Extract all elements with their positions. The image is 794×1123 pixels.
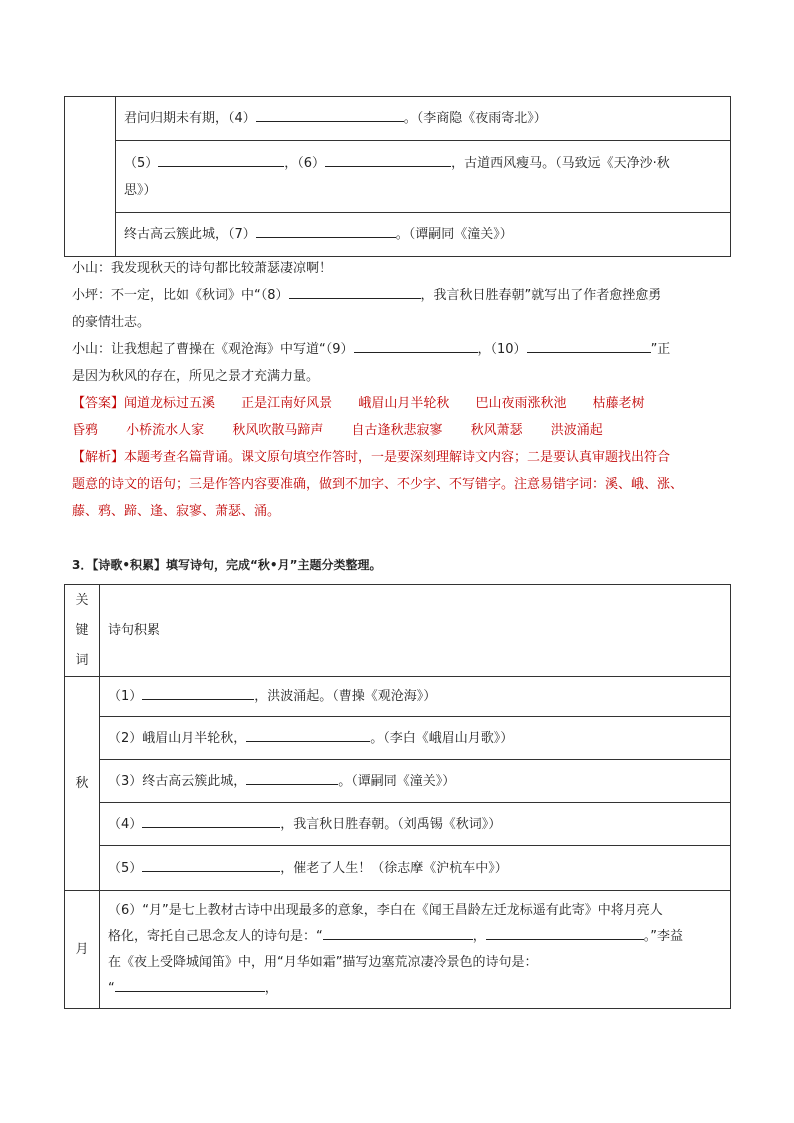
answer-blank[interactable]: [142, 685, 254, 700]
answer-blank[interactable]: [256, 223, 396, 238]
answer-blank[interactable]: [246, 727, 370, 742]
autumn-row-3: （3）终古高云簇此城， 。（谭嗣同《潼关》）: [100, 760, 731, 803]
answer-blank[interactable]: [527, 338, 651, 353]
analysis-line-3: 藤、鸦、蹄、逢、寂寥、萧瑟、涌。: [72, 504, 281, 519]
answer-blank[interactable]: [325, 152, 451, 167]
answer-blank[interactable]: [486, 925, 644, 940]
autumn-row-4: （4） ，我言秋日胜春朝。（刘禹锡《秋词》）: [100, 803, 731, 846]
analysis-line-1: 【解析】本题考查名篇背诵。课文原句填空作答时，一是要深刻理解诗文内容；二是要认真审题找出符合: [72, 450, 671, 465]
dialogue-line-2: 小坪：不一定，比如《秋词》中“（8） ，我言秋日胜春朝”就写出了作者愈挫愈勇: [72, 282, 732, 309]
poem-table-1: [64, 96, 731, 257]
answer-blank[interactable]: [354, 338, 478, 353]
poem-table-2: [64, 584, 731, 1009]
table1-row-1: 君问归期未有期，（4） 。（李商隐《夜雨寄北》）: [116, 97, 731, 141]
moon-row: （6）“月”是七上教材古诗中出现最多的意象，李白在《闻王昌龄左迁龙标遥有此寄》中将月亮人 格化，寄托自己思念友人的诗句是：“ ， 。”李益 在《夜上受降城闻笛》中，用“月华如霜”描写边塞荒凉凄冷景色的诗句是： “ ，: [100, 891, 731, 1009]
dialogue-line-5: 是因为秋风的存在，所见之景才充满力量。: [72, 369, 320, 384]
answer-blank[interactable]: [142, 857, 280, 872]
answer-blank[interactable]: [246, 770, 338, 785]
answer-line-1: 【答案】闻道龙标过五溪 正是江南好风景 峨眉山月半轮秋 巴山夜雨涨秋池 枯藤老树: [72, 396, 645, 411]
header-key-cell: 关 键 词: [65, 585, 100, 677]
autumn-key-cell: 秋: [65, 677, 100, 891]
table1-key-cell: [65, 97, 116, 257]
answer-blank[interactable]: [289, 284, 421, 299]
question-3-title: 3．【诗歌•积累】填写诗句，完成“秋•月”主题分类整理。: [72, 558, 382, 572]
analysis-line-2: 题意的诗文的语句；三是作答内容要准确，做到不加字、不少字、不写错字。注意易错字词：溪、峨、涨、: [72, 477, 684, 492]
dialogue-line-3: 的豪情壮志。: [72, 315, 151, 330]
table1-row-2: （5） ，（6） ，古道西风瘦马。（马致远《天净沙·秋 思》）: [116, 141, 731, 213]
answer-blank[interactable]: [115, 977, 265, 992]
answer-blank[interactable]: [158, 152, 284, 167]
table1-row-3: 终古高云簇此城，（7） 。（谭嗣同《潼关》）: [116, 213, 731, 257]
header-column-title: 诗句积累: [100, 585, 731, 677]
answer-blank[interactable]: [256, 107, 404, 122]
moon-key-cell: 月: [65, 891, 100, 1009]
autumn-row-1: （1） ，洪波涌起。（曹操《观沧海》）: [100, 677, 731, 717]
answer-blank[interactable]: [323, 925, 473, 940]
dialogue-line-1: 小山：我发现秋天的诗句都比较萧瑟凄凉啊！: [72, 261, 333, 276]
answer-line-2: 昏鸦 小桥流水人家 秋风吹散马蹄声 自古逢秋悲寂寥 秋风萧瑟 洪波涌起: [72, 423, 603, 438]
autumn-row-2: （2）峨眉山月半轮秋， 。（李白《峨眉山月歌》）: [100, 717, 731, 760]
dialogue-line-4: 小山：让我想起了曹操在《观沧海》中写道“（9） ，（10） ”正: [72, 336, 732, 363]
answer-blank[interactable]: [142, 813, 280, 828]
autumn-row-5: （5） ，催老了人生！（徐志摩《沪杭车中》）: [100, 846, 731, 891]
